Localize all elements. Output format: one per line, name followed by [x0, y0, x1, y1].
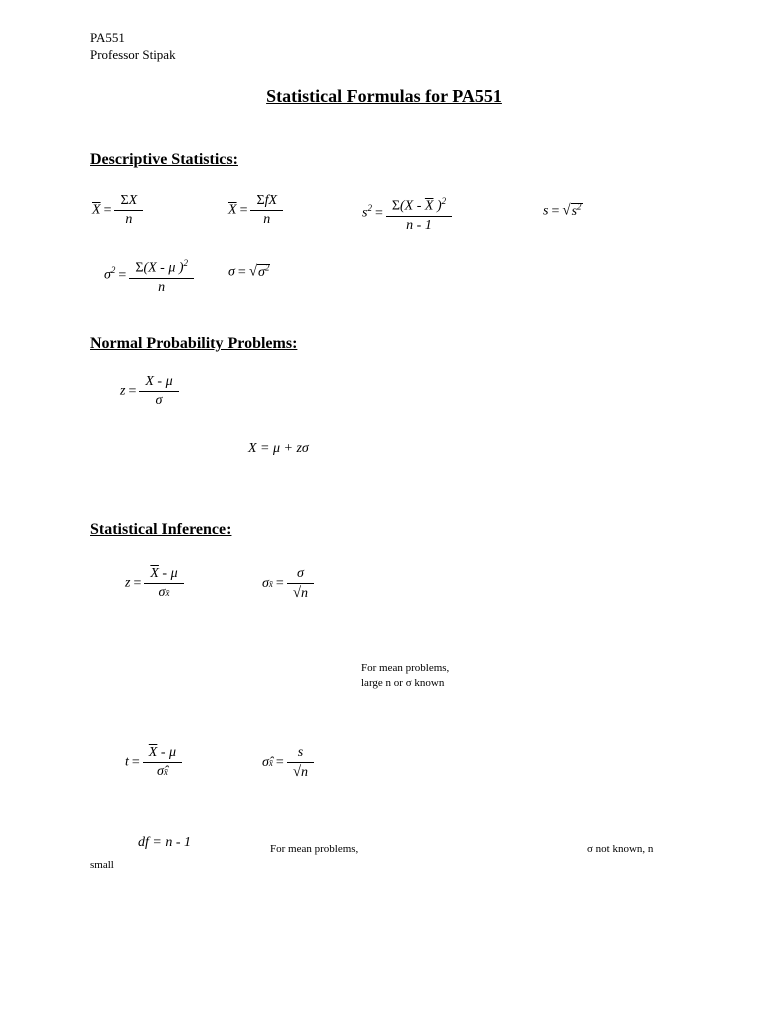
note-small-n-right: σ not known, n: [587, 843, 654, 855]
course-code: PA551: [90, 30, 125, 45]
page-title: Statistical Formulas for PA551: [266, 86, 502, 106]
formula-sample-variance: $s^2$ = $\frac{\Sigma(X - \overline{X} )^2}{n - 1}$: [362, 193, 449, 234]
formula-sample-sd: $s = √s^2$: [543, 201, 582, 219]
formula-sample-mean: $\overline{X}$ = $\frac{\Sigma X}{n}$: [92, 193, 140, 228]
formula-population-variance: $\sigma^2$ = $\frac{\Sigma(X - \mu )^2}{n}$: [104, 255, 191, 296]
section-statistical-inference: Statistical Inference:: [90, 521, 232, 538]
formula-z-test: z = $\frac{\overline{X} - \mu}{\sigma x̄}$: [125, 566, 181, 601]
note-large-n-line2: large n or σ known: [361, 677, 445, 689]
section-descriptive-statistics: Descriptive Statistics:: [90, 151, 238, 168]
note-large-n-line1: For mean problems,: [361, 662, 450, 674]
formula-degrees-of-freedom: df = n - 1: [138, 835, 191, 850]
note-small-n-left: For mean problems,: [270, 843, 359, 855]
formula-z-score: z = $\frac{X - \mu}{\sigma}$: [120, 374, 176, 409]
note-small-n-wrap: small: [90, 859, 114, 871]
formula-population-sd: $\sigma = √\sigma^2$: [228, 262, 270, 280]
formula-estimated-standard-error: σ̂x̄ = $\frac{s}{√n}$: [262, 745, 311, 781]
professor-name: Professor Stipak: [90, 47, 176, 62]
formula-x-from-z: X = μ + zσ: [248, 441, 309, 456]
section-normal-probability: Normal Probability Problems:: [90, 335, 298, 352]
formula-t-test: t = $\frac{\overline{X} - \mu}{\sigmâx̄}$: [125, 745, 179, 780]
formula-grouped-mean: $\overline{X}$ = $\frac{\text{ΣfX}}{n}$: [228, 193, 280, 228]
formula-standard-error: σx̄ = $\frac{\sigma}{√n}$: [262, 566, 311, 602]
